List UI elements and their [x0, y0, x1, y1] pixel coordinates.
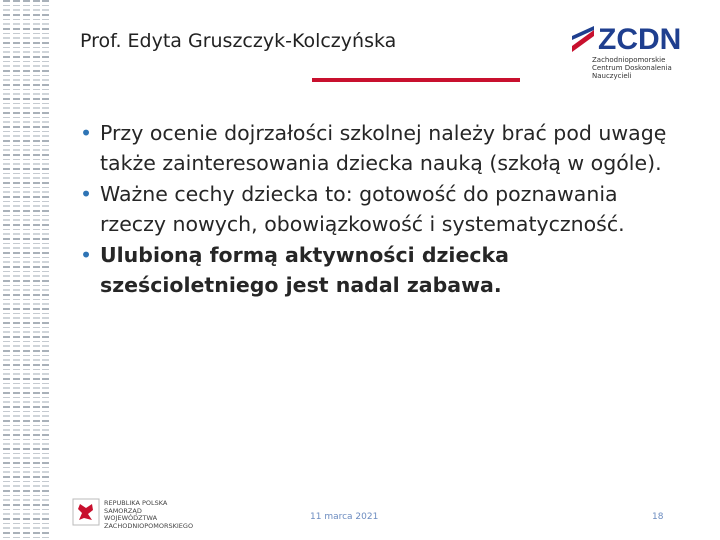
logo-subtitle-line2: Centrum Doskonalenia Nauczycieli — [592, 64, 672, 80]
partner-text — [104, 500, 194, 530]
logo-subtitle-line1: Zachodniopomorskie — [592, 56, 666, 64]
region-emblem-icon — [72, 498, 100, 526]
slide-author: Prof. Edyta Gruszczyk-Kolczyńska — [80, 30, 397, 52]
bullet-dot: • — [80, 182, 93, 206]
bullet-text: Ulubioną formą aktywności dziecka sześcioletniego jest nadal zabawa. — [100, 243, 509, 297]
logo-subtitle — [592, 56, 692, 80]
zcdn-logo-mark — [572, 24, 684, 54]
bullet-item — [80, 240, 690, 300]
logo-wordmark: ZCDN — [598, 24, 682, 54]
bullet-list — [80, 118, 690, 301]
partner-line2: SAMORZĄD WOJEWÓDZTWA — [104, 506, 158, 522]
bullet-text: Przy ocenie dojrzałości szkolnej należy brać pod uwagę także zainteresowania dziecka nauką (szkołą w ogóle). — [100, 121, 667, 175]
page-number: 18 — [652, 512, 664, 522]
bullet-dot: • — [80, 121, 93, 145]
decorative-margin-strip — [0, 0, 50, 540]
bullet-text: Ważne cechy dziecka to: gotowość do poznawania rzeczy nowych, obowiązkowość i systematyczność. — [100, 182, 625, 236]
bullet-dot: • — [80, 243, 93, 267]
partner-line3: ZACHODNIOPOMORSKIEGO — [104, 521, 194, 530]
title-underline — [312, 78, 520, 82]
bullet-item — [80, 118, 690, 178]
bullet-item — [80, 179, 690, 239]
partner-line1: REPUBLIKA POLSKA — [104, 499, 168, 507]
footer-date: 11 marca 2021 — [310, 512, 379, 522]
